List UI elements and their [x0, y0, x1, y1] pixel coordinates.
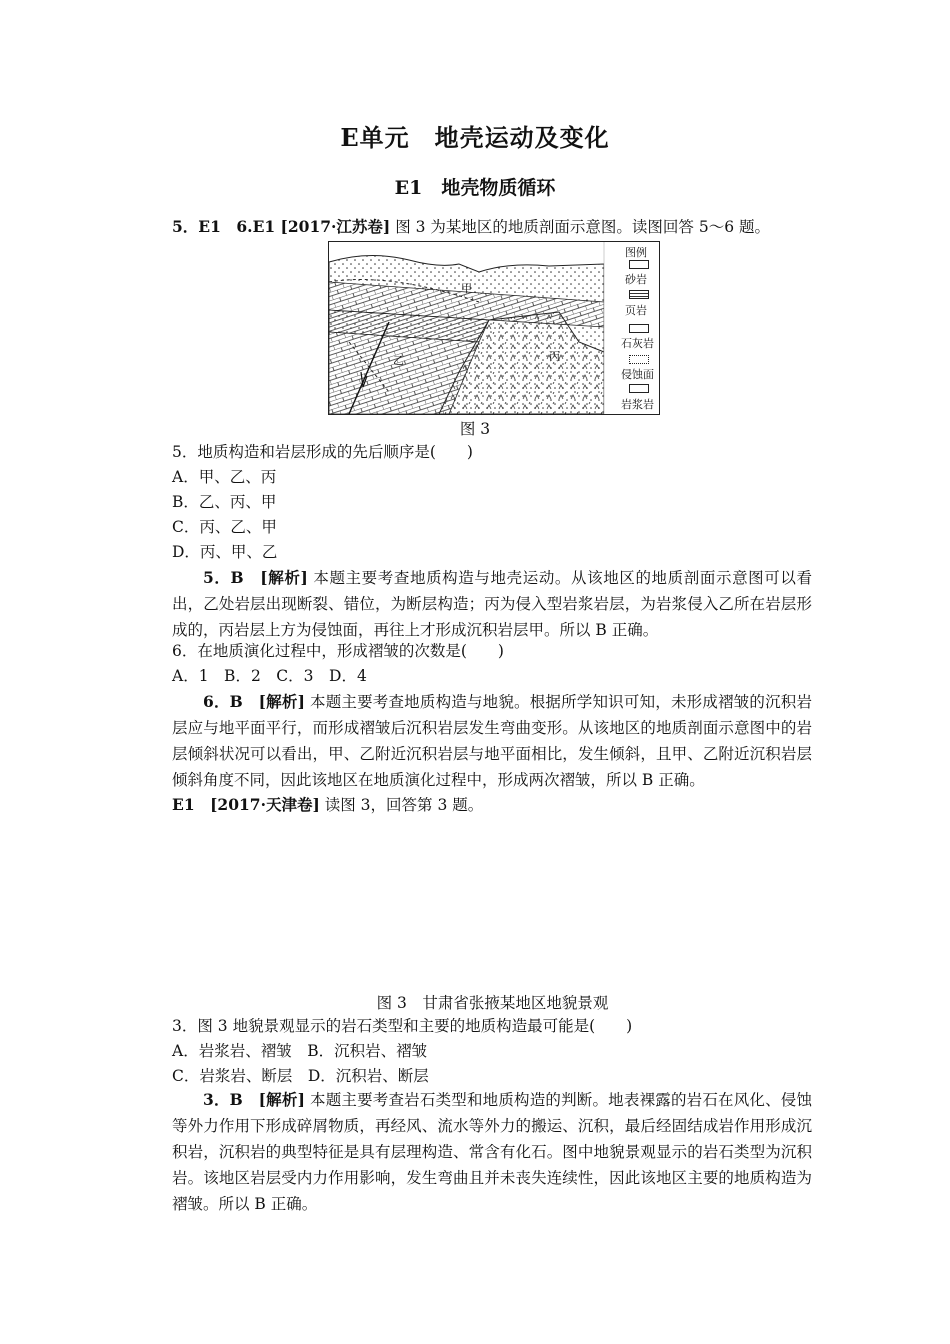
page-title: E单元 地壳运动及变化 [340, 123, 610, 152]
legend-sandstone: 砂岩 [625, 273, 647, 286]
legend-swatch-limestone [629, 324, 649, 333]
intro2-text: 读图 3，回答第 3 题。 [324, 796, 484, 814]
q6-stem: 6．在地质演化过程中，形成褶皱的次数是( ) [172, 642, 504, 660]
legend-swatch-sandstone [629, 260, 649, 269]
q5-analysis [172, 565, 812, 643]
legend-title: 图例 [625, 246, 647, 259]
legend-magmatic-rock: 岩浆岩 [621, 398, 654, 411]
q5-option-c: C．丙、乙、甲 [172, 518, 277, 536]
q6-options: A．1 B．2 C．3 D．4 [172, 667, 367, 685]
intro2-prefix: E1 [2017·天津卷] [172, 795, 320, 814]
figure2-caption: 图 3 甘肃省张掖某地区地貌景观 [376, 994, 609, 1012]
q3-options-row2: C．岩浆岩、断层 D．沉积岩、断层 [172, 1067, 429, 1085]
label-yi: 乙 [393, 354, 404, 367]
legend-swatch-erosion [629, 355, 649, 364]
q5-option-b: B．乙、丙、甲 [172, 493, 277, 511]
intro-prefix: 5．E1 6.E1 [2017·江苏卷] [172, 217, 391, 236]
q6-analysis-text: 本题主要考查地质构造与地貌。根据所学知识可知，未形成褶皱的沉积岩层应与地平面平行，而形成褶皱后沉积岩层发生弯曲变形。从该地区的地质剖面示意图中的岩层倾斜状况可以看出，甲、乙附近沉积岩层与地平面相比，发生倾斜，且甲、乙附近沉积岩层倾斜角度不同，因此该地区在地质演化过程中，形成两次褶皱，所以 B 正确。 [172, 693, 812, 789]
q5-stem: 5．地质构造和岩层形成的先后顺序是( ) [172, 443, 473, 461]
geologic-cross-section-figure [328, 241, 660, 415]
intro-text: 图 3 为某地区的地质剖面示意图。读图回答 5～6 题。 [395, 218, 770, 236]
intro-line [172, 214, 770, 240]
cross-section-drawing [329, 242, 659, 414]
section-subtitle: E1 地壳物质循环 [394, 177, 556, 199]
q3-options-row1: A．岩浆岩、褶皱 B．沉积岩、褶皱 [172, 1042, 428, 1060]
intro2-line [172, 792, 483, 818]
q6-answer: 6．B [解析] [203, 692, 305, 711]
q3-answer: 3．B [解析] [203, 1090, 305, 1109]
q5-analysis-text: 本题主要考查地质构造与地壳运动。从该地区的地质剖面示意图可以看出，乙处岩层出现断裂、错位，为断层构造；丙为侵入型岩浆岩层，为岩浆侵入乙所在岩层形成的，丙岩层上方为侵蚀面，再往上才形成沉积岩层甲。所以 B 正确。 [172, 569, 812, 639]
q5-option-d: D．丙、甲、乙 [172, 543, 278, 561]
legend-shale: 页岩 [625, 304, 647, 317]
q6-analysis [172, 689, 812, 793]
q3-analysis [172, 1087, 812, 1217]
label-jia: 甲 [461, 282, 472, 295]
legend-swatch-shale [629, 290, 649, 299]
figure1-caption: 图 3 [459, 420, 491, 438]
q3-analysis-text: 本题主要考查岩石类型和地质构造的判断。地表裸露的岩石在风化、侵蚀等外力作用下形成碎屑物质，再经风、流水等外力的搬运、沉积，最后经固结成岩作用形成沉积岩，沉积岩的典型特征是具有层理构造、常含有化石。图中地貌景观显示的岩石类型为沉积岩。该地区岩层受内力作用影响，发生弯曲且并未丧失连续性，因此该地区主要的地质构造为褶皱。所以 B 正确。 [172, 1091, 812, 1213]
legend-limestone: 石灰岩 [621, 337, 654, 350]
legend-erosion-surface: 侵蚀面 [621, 368, 654, 381]
legend-swatch-magma [629, 384, 649, 393]
q3-stem: 3．图 3 地貌景观显示的岩石类型和主要的地质构造最可能是( ) [172, 1017, 633, 1035]
q5-answer: 5．B [解析] [203, 568, 308, 587]
q5-option-a: A．甲、乙、丙 [172, 468, 277, 486]
label-bing: 丙 [549, 350, 560, 363]
